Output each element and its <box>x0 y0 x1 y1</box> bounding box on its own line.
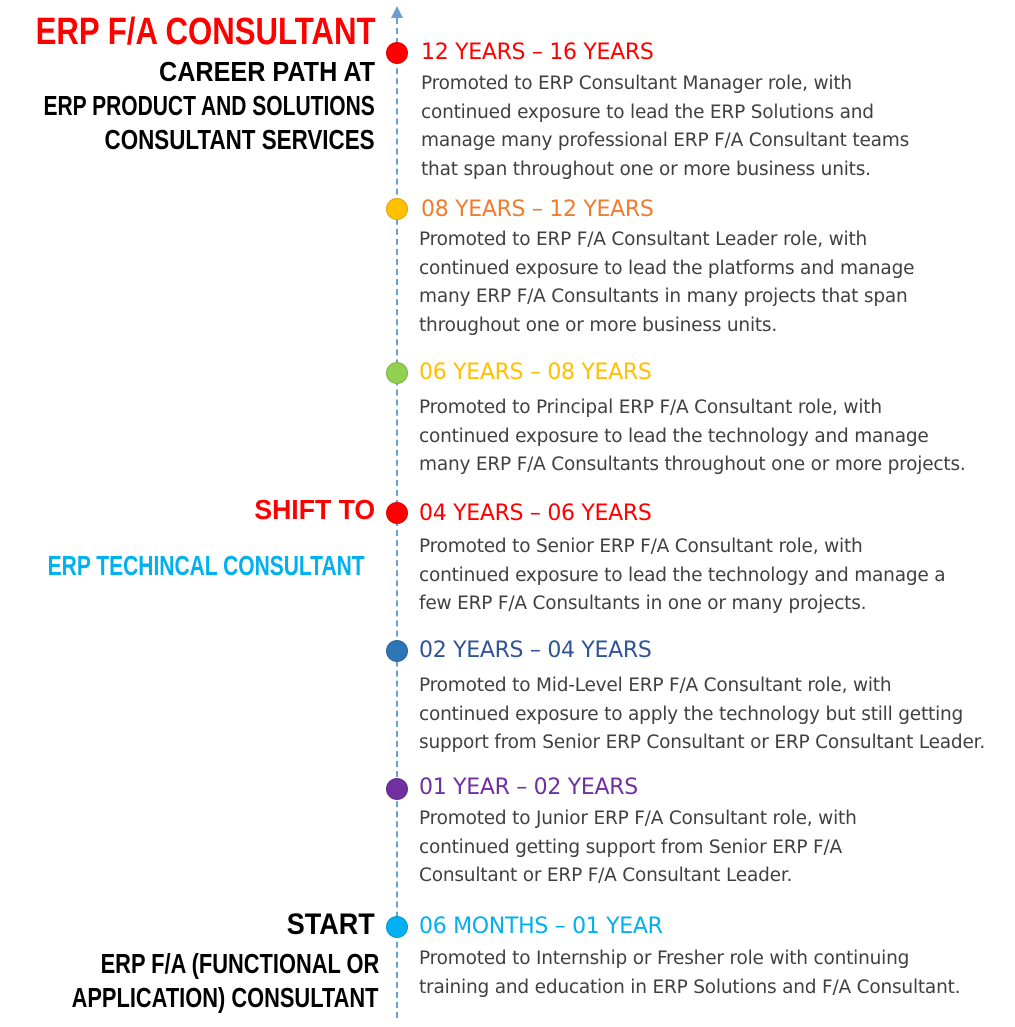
header-subtitle-line-2: ERP PRODUCT AND SOLUTIONS <box>43 90 375 121</box>
stage-description <box>421 70 909 184</box>
stage-description <box>419 945 960 1002</box>
timeline-dot <box>386 502 408 524</box>
stage-period: 01 YEAR – 02 YEARS <box>419 775 638 800</box>
description-line: manage many professional ERP F/A Consultant teams <box>421 130 910 151</box>
description-line: few ERP F/A Consultants in one or many projects. <box>419 593 867 614</box>
start-label: START <box>287 908 375 941</box>
header-subtitle-line-3: CONSULTANT SERVICES <box>104 124 375 155</box>
stage-period: 06 YEARS – 08 YEARS <box>419 360 652 385</box>
stage-period: 04 YEARS – 06 YEARS <box>419 501 652 526</box>
stage-period: 02 YEARS – 04 YEARS <box>419 638 652 663</box>
timeline-dot <box>386 778 408 800</box>
description-line: continued getting support from Senior ERP F/A <box>419 836 842 858</box>
stage-period: 06 MONTHS – 01 YEAR <box>419 914 663 939</box>
stage-period: 08 YEARS – 12 YEARS <box>421 197 654 222</box>
description-line: continued exposure to lead the technology and manage a <box>419 564 946 586</box>
arrow-up-icon <box>391 6 403 18</box>
stage-description <box>419 226 914 340</box>
stage-period: 12 YEARS – 16 YEARS <box>421 40 654 65</box>
description-line: that span throughout one or more business units. <box>421 158 871 180</box>
description-line: support from Senior ERP Consultant or ERP Consultant Leader. <box>419 732 986 753</box>
header-title: ERP F/A CONSULTANT <box>35 11 375 53</box>
description-line: continued exposure to lead the ERP Solutions and <box>421 101 874 123</box>
start-role-line-2: APPLICATION) CONSULTANT <box>72 982 379 1013</box>
timeline-dot <box>386 198 408 220</box>
description-line: Promoted to ERP F/A Consultant Leader role, with <box>419 229 868 250</box>
description-line: Promoted to Principal ERP F/A Consultant role, with <box>419 397 882 418</box>
description-line: many ERP F/A Consultants in many projects that span <box>419 286 908 307</box>
description-line: Promoted to Senior ERP F/A Consultant role, with <box>419 536 863 557</box>
shift-label: SHIFT TO <box>254 494 375 525</box>
description-line: continued exposure to apply the technology but still getting <box>419 703 964 725</box>
description-line: Promoted to Mid-Level ERP F/A Consultant role, with <box>419 675 892 696</box>
description-line: Promoted to Internship or Fresher role with continuing <box>419 948 910 969</box>
description-line: Promoted to ERP Consultant Manager role, with <box>421 73 852 94</box>
description-line: many ERP F/A Consultants throughout one or more projects. <box>419 454 966 475</box>
stage-description <box>419 805 857 891</box>
description-line: training and education in ERP Solutions and F/A Consultant. <box>419 976 961 998</box>
timeline-dot <box>386 42 408 64</box>
timeline-dot <box>386 916 408 938</box>
start-role-line-1: ERP F/A (FUNCTIONAL OR <box>100 948 379 979</box>
shift-target: ERP TECHINCAL CONSULTANT <box>48 550 365 581</box>
stage-description <box>419 394 966 480</box>
description-line: continued exposure to lead the platforms and manage <box>419 257 915 279</box>
stage-description <box>419 533 945 619</box>
stage-description <box>419 672 985 758</box>
timeline-dot <box>386 640 408 662</box>
header-subtitle-line-1: CAREER PATH AT <box>158 56 375 87</box>
timeline-dot <box>386 362 408 384</box>
description-line: continued exposure to lead the technology and manage <box>419 425 929 447</box>
description-line: Consultant or ERP F/A Consultant Leader. <box>419 865 793 886</box>
description-line: throughout one or more business units. <box>419 314 778 336</box>
description-line: Promoted to Junior ERP F/A Consultant role, with <box>419 808 857 829</box>
